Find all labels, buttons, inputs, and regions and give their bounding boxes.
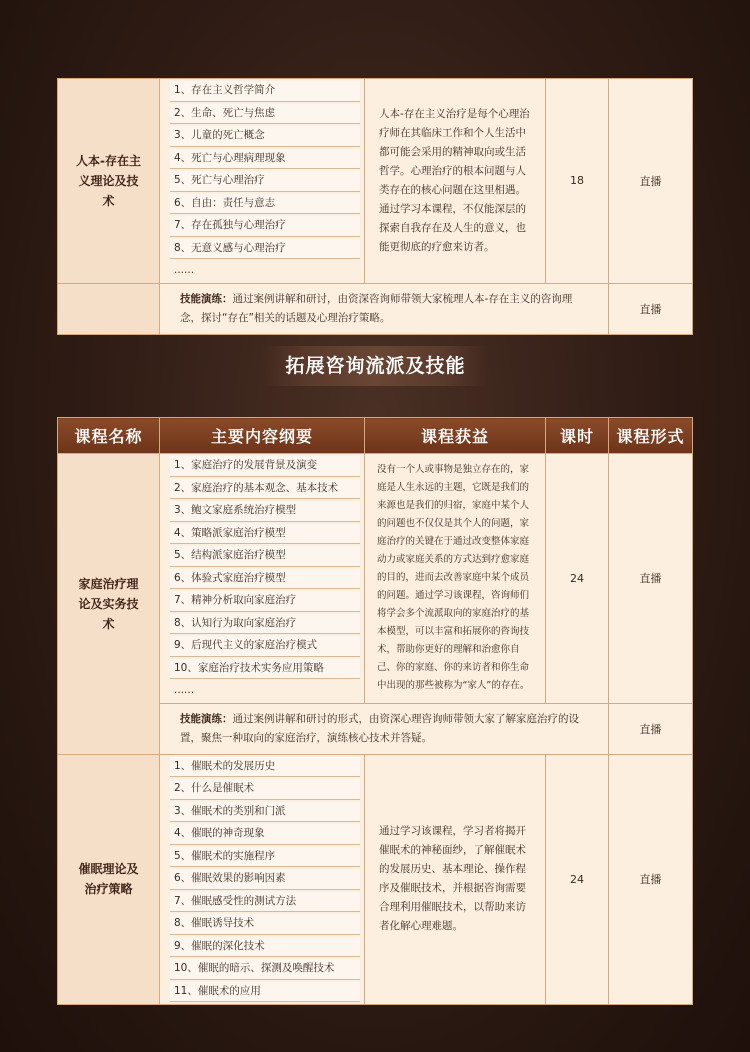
course-name-cell-continued (58, 283, 160, 334)
outline-item: 3、儿童的死亡概念 (170, 126, 360, 147)
course-name: 催眠理论及治疗策略 (78, 862, 139, 897)
course-name: 家庭治疗理论及实务技术 (78, 576, 139, 631)
outline-item: 3、鲍文家庭系统治疗模型 (170, 501, 360, 522)
header-benefit: 课程获益 (365, 418, 546, 454)
skill-practice (160, 283, 609, 334)
skill-practice (160, 703, 609, 754)
outline-item: 8、催眠诱导技术 (170, 914, 360, 935)
outline-item: 2、家庭治疗的基本观念、基本技术 (170, 479, 360, 500)
header-course-name: 课程名称 (58, 418, 160, 454)
outline-item: 9、后现代主义的家庭治疗模式 (170, 636, 360, 657)
course-benefit: 没有一个人或事物是独立存在的，家庭是人生永远的主题，它既是我们的来源也是我们的归宿，家庭中某个人的问题也不仅仅是其个人的问题，家庭治疗的关键在于通过改变整体家庭动力或家庭关系的方式达到疗愈家庭的目的，进而去改善家庭中某个成员的问题。通过学习该课程，咨询师们将学会多个流派取向的家庭治疗的基本模型，可以丰富和拓展你的咨询技术，帮助你更好的理解和治愈你自己、你的家庭、你的来访者和你生命中出现的那些被称为“家人”的存在。 (365, 454, 546, 704)
outline-item: 11、催眠术的应用 (170, 982, 360, 1003)
course-outline (160, 754, 365, 1005)
skill-text: 通过案例讲解和研讨，由资深咨询师带领大家梳理人本-存在主义的咨询理念，探讨“存在”相关的话题及心理治疗策略。 (180, 292, 573, 324)
skill-format: 直播 (609, 703, 693, 754)
outline-item: 1、家庭治疗的发展背景及演变 (170, 456, 360, 477)
outline-item: 7、精神分析取向家庭治疗 (170, 591, 360, 612)
outline-item: 5、催眠术的实施程序 (170, 847, 360, 868)
outline-item: 7、存在孤独与心理治疗 (170, 216, 360, 237)
header-format: 课程形式 (609, 418, 693, 454)
outline-item: 7、催眠感受性的测试方法 (170, 892, 360, 913)
outline-ellipsis: ...... (174, 264, 195, 276)
course-format: 直播 (609, 454, 693, 704)
header-outline: 主要内容纲要 (160, 418, 365, 454)
outline-item: 1、催眠术的发展历史 (170, 757, 360, 778)
outline-item: 10、催眠的暗示、探测及唤醒技术 (170, 959, 360, 980)
course-table (57, 417, 693, 1005)
course-outline (160, 79, 365, 284)
section-title: 拓展咨询流派及技能 (263, 346, 488, 386)
outline-item: 4、催眠的神奇现象 (170, 824, 360, 845)
outline-item: 5、结构派家庭治疗模型 (170, 546, 360, 567)
header-hours: 课时 (546, 418, 609, 454)
skill-format: 直播 (609, 283, 693, 334)
outline-item: 5、死亡与心理治疗 (170, 171, 360, 192)
course-name-cell (58, 754, 160, 1005)
course-hours: 24 (546, 754, 609, 1005)
outline-item: 6、体验式家庭治疗模型 (170, 569, 360, 590)
outline-item: 8、认知行为取向家庭治疗 (170, 614, 360, 635)
outline-item: 9、催眠的深化技术 (170, 937, 360, 958)
course-format: 直播 (609, 79, 693, 284)
outline-item: 4、策略派家庭治疗模型 (170, 524, 360, 545)
skill-text: 通过案例讲解和研讨的形式，由资深心理咨询师带领大家了解家庭治疗的设置，聚焦一种取向的家庭治疗，演练核心技术并答疑。 (180, 712, 579, 744)
course-table-continued (57, 78, 693, 335)
course-name: 人本-存在主义理论及技术 (76, 153, 141, 208)
outline-item: 8、无意义感与心理治疗 (170, 239, 360, 260)
outline-item: 1、存在主义哲学简介 (170, 81, 360, 102)
course-benefit: 通过学习该课程，学习者将揭开催眠术的神秘面纱，了解催眠术的发展历史、基本理论、操作程序及催眠技术，并根据咨询需要合理利用催眠技术，以帮助来访者化解心理难题。 (365, 754, 546, 1005)
course-format: 直播 (609, 754, 693, 1005)
course-hours: 18 (546, 79, 609, 284)
course-name-cell (58, 79, 160, 284)
outline-item: 3、催眠术的类别和门派 (170, 802, 360, 823)
course-benefit: 人本-存在主义治疗是每个心理治疗师在其临床工作和个人生活中都可能会采用的精神取向或生活哲学。心理治疗的根本问题与人类存在的核心问题在这里相遇。通过学习本课程，不仅能深层的探索自我存在及人生的意义，也能更彻底的疗愈来访者。 (365, 79, 546, 284)
course-hours: 24 (546, 454, 609, 704)
outline-item: 10、家庭治疗技术实务应用策略 (170, 659, 360, 680)
outline-item: 4、死亡与心理病理现象 (170, 149, 360, 170)
outline-item: 6、催眠效果的影响因素 (170, 869, 360, 890)
outline-ellipsis: ...... (174, 684, 195, 696)
course-outline (160, 454, 365, 704)
outline-item: 2、生命、死亡与焦虑 (170, 104, 360, 125)
outline-item: 2、什么是催眠术 (170, 779, 360, 800)
course-name-cell (58, 454, 160, 755)
skill-label: 技能演练： (180, 712, 233, 725)
outline-item: 6、自由：责任与意志 (170, 194, 360, 215)
skill-label: 技能演练： (180, 292, 233, 305)
